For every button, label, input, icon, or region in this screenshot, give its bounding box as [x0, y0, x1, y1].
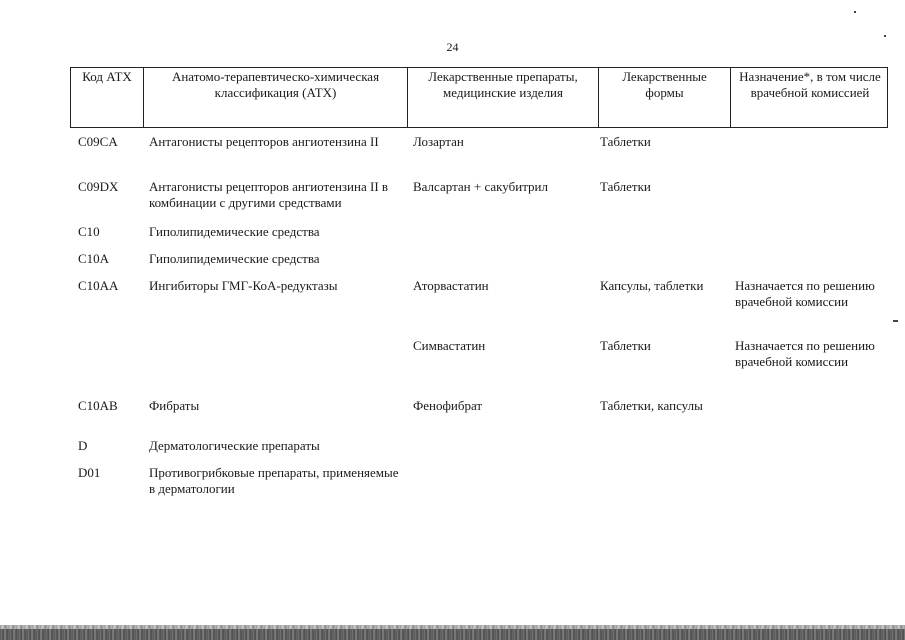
- table-row: [70, 179, 888, 224]
- atc-code-cell: C09DX: [78, 179, 119, 194]
- note-cell: Назначается по решению врачебной комиссии: [735, 278, 875, 309]
- drug-cell: [406, 438, 597, 465]
- atc-code-cell: [70, 338, 142, 398]
- table-row: [70, 398, 888, 438]
- atc-code-cell: C10A: [78, 251, 110, 266]
- classification-cell: Фибраты: [149, 398, 200, 413]
- form-cell: [597, 251, 729, 278]
- note-cell: [729, 179, 888, 224]
- header-drugs: Лекарственные препараты, медицинские изделия: [407, 68, 598, 127]
- table-row: [70, 465, 888, 505]
- atc-code-cell: C10AB: [78, 398, 118, 413]
- form-cell: Таблетки: [600, 134, 651, 149]
- note-cell: [729, 134, 888, 179]
- atc-code-cell: D: [78, 438, 88, 453]
- note-cell: [729, 398, 888, 438]
- classification-cell: Противогрибковые препараты, применяемые в дерматологии: [149, 465, 399, 496]
- classification-cell: [142, 338, 406, 398]
- table-row: [70, 338, 888, 398]
- header-atc-code: Код АТХ: [82, 69, 132, 84]
- drug-cell: Симвастатин: [413, 338, 486, 353]
- drug-cell: Аторвастатин: [413, 278, 489, 293]
- form-cell: Таблетки: [600, 338, 651, 353]
- page-number: 24: [446, 40, 459, 54]
- drug-cell: [406, 465, 597, 505]
- note-cell: [729, 251, 888, 278]
- medication-table: [70, 67, 888, 505]
- table-header-row: [70, 67, 888, 128]
- classification-cell: Гиполипидемические средства: [149, 251, 320, 266]
- note-cell: [729, 465, 888, 505]
- form-cell: Капсулы, таблетки: [600, 278, 704, 293]
- classification-cell: Дерматологические препараты: [149, 438, 320, 453]
- header-atc-classification: Анатомо-терапевтическо-химическая классификация (АТХ): [143, 68, 407, 127]
- drug-cell: [406, 251, 597, 278]
- table-row: [70, 278, 888, 338]
- header-forms: Лекарственные формы: [598, 68, 730, 127]
- table-row: [70, 134, 888, 179]
- table-row: [70, 224, 888, 251]
- header-prescription: Назначение*, в том числе врачебной комиссией: [730, 68, 889, 127]
- scan-edge-strip: [0, 625, 905, 640]
- form-cell: Таблетки, капсулы: [600, 398, 703, 413]
- drug-cell: Лозартан: [413, 134, 464, 149]
- note-cell: Назначается по решению врачебной комиссии: [735, 338, 875, 369]
- note-cell: [729, 224, 888, 251]
- atc-code-cell: C10: [78, 224, 100, 239]
- scan-speck: [884, 35, 886, 37]
- classification-cell: Антагонисты рецепторов ангиотензина II в комбинации с другими средствами: [149, 179, 389, 210]
- drug-cell: Валсартан + сакубитрил: [413, 179, 548, 194]
- form-cell: [597, 438, 729, 465]
- atc-code-cell: D01: [78, 465, 101, 480]
- table-row: [70, 438, 888, 465]
- table-row: [70, 251, 888, 278]
- scan-speck: [893, 320, 898, 322]
- atc-code-cell: C10AA: [78, 278, 119, 293]
- drug-cell: [406, 224, 597, 251]
- drug-cell: Фенофибрат: [413, 398, 483, 413]
- form-cell: [597, 224, 729, 251]
- note-cell: [729, 438, 888, 465]
- atc-code-cell: C09CA: [78, 134, 118, 149]
- classification-cell: Гиполипидемические средства: [149, 224, 320, 239]
- scan-speck: [854, 11, 856, 13]
- form-cell: [597, 465, 729, 505]
- classification-cell: Антагонисты рецепторов ангиотензина II: [149, 134, 379, 149]
- classification-cell: Ингибиторы ГМГ-КоА-редуктазы: [149, 278, 338, 293]
- form-cell: Таблетки: [600, 179, 651, 194]
